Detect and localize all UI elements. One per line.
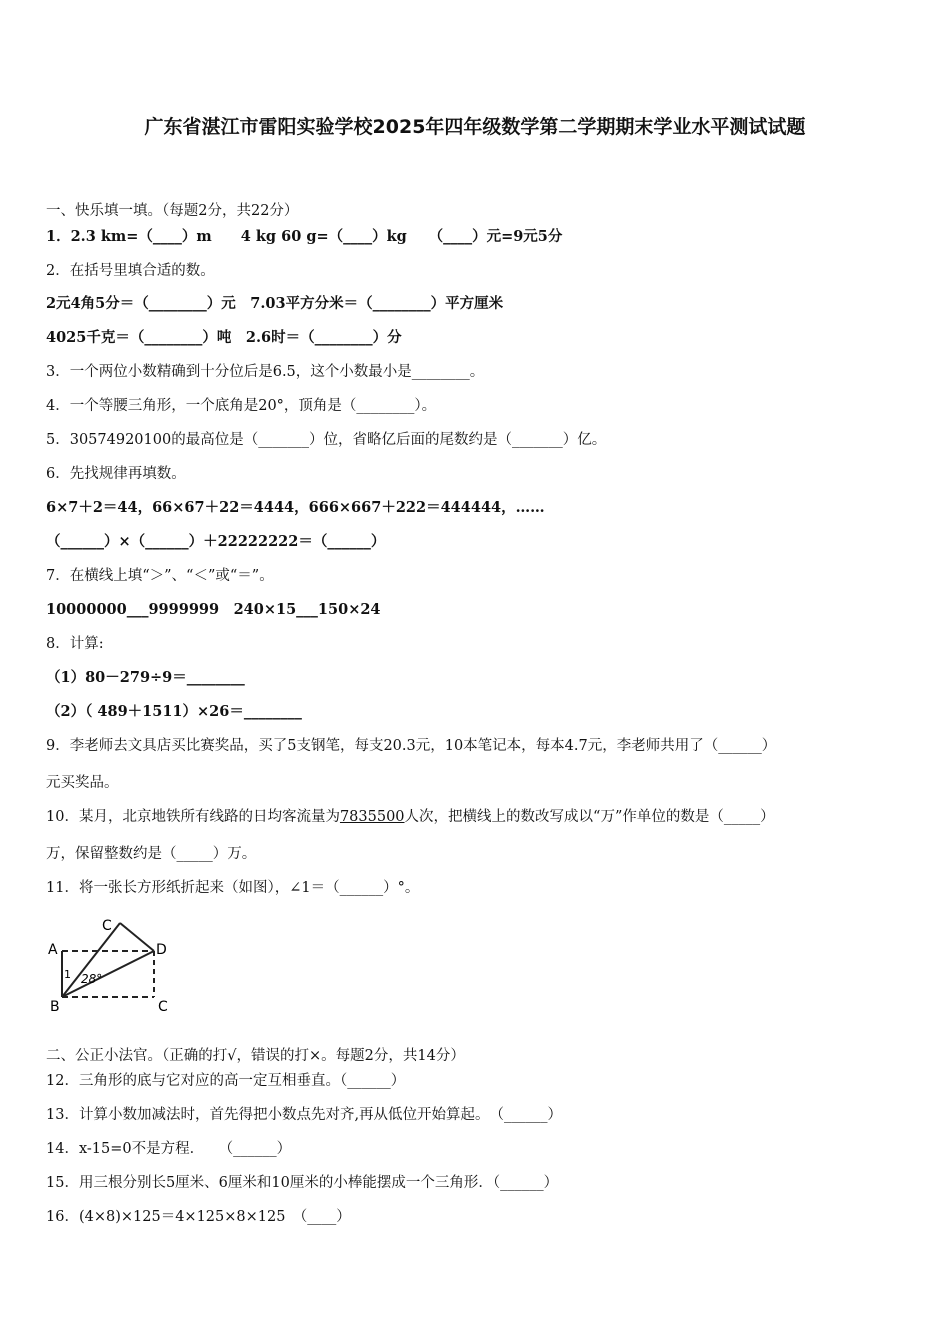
question-2-row-1: 2元4角5分＝（________）元 7.03平方分米＝（________）平方厘米 [46,295,504,312]
question-7-row-1: 10000000___9999999 240×15___150×24 [46,601,381,618]
figure-label-angle-1: 1 [64,968,71,981]
section1-heading: 一、快乐填一填。（每题2分，共22分） [46,203,299,219]
question-5: 5．30574920100的最高位是（_______）位，省略亿后面的尾数约是（_______）亿。 [46,432,607,448]
figure-label-c-top: C [102,918,112,934]
figure-label-a: A [48,942,58,958]
question-9: 9．李老师去文具店买比赛奖品，买了5支钢笔，每支20.3元，10本笔记本，每本4.7元，李老师共用了（______） [46,738,777,754]
question-10-underlined-number: 7835500 [339,809,405,825]
question-8: 8．计算: [46,636,104,652]
question-6-row-2: （______）×（______）＋22222222＝（______） [46,533,386,550]
question-12: 12．三角形的底与它对应的高一定互相垂直。（______） [46,1073,406,1089]
figure-label-b: B [50,999,60,1014]
question-3: 3．一个两位小数精确到十分位后是6.5，这个小数最小是________。 [46,364,485,380]
question-6: 6．先找规律再填数。 [46,466,186,482]
section2-heading: 二、公正小法官。（正确的打√，错误的打×。每题2分，共14分） [46,1048,465,1064]
question-10-continued: 万，保留整数约是（_____）万。 [46,846,257,862]
question-7: 7．在横线上填“＞”、“＜”或“＝”。 [46,568,274,584]
question-16: 16．(4×8)×125＝4×125×8×125 （____） [46,1209,351,1225]
question-8-row-1: （1）80－279÷9＝________ [46,669,245,686]
question-1: 1．2.3 km=（____）m 4 kg 60 g=（____）kg （____）元=9元5分 [46,228,563,245]
question-2-row-2: 4025千克＝（________）吨 2.6时＝（________）分 [46,329,402,346]
question-9-continued: 元买奖品。 [46,775,119,791]
figure-label-angle-28: 28° [81,972,103,986]
figure-label-c-bottom: C [158,999,168,1014]
question-4: 4．一个等腰三角形，一个底角是20°，顶角是（________）。 [46,398,437,414]
question-10-post: 人次，把横线上的数改写成以“万”作单位的数是（_____） [404,809,775,825]
question-13: 13．计算小数加减法时，首先得把小数点先对齐,再从低位开始算起。 （______） [46,1107,563,1123]
figure-fold-bd [62,951,154,997]
figure-label-d: D [156,942,167,958]
question-11: 11．将一张长方形纸折起来（如图），∠1＝（______）°。 [46,880,420,896]
page-title: 广东省湛江市雷阳实验学校2025年四年级数学第二学期期末学业水平测试试题 [144,116,806,138]
question-8-row-2: （2）（ 489＋1511）×26＝________ [46,703,302,720]
question-10 [46,807,775,827]
question-15: 15．用三根分别长5厘米、6厘米和10厘米的小棒能摆成一个三角形．（______） [46,1175,559,1191]
question-14: 14．x-15=0不是方程． （______） [46,1141,292,1157]
folded-rectangle-figure [44,912,184,1014]
question-10-pre: 10．某月，北京地铁所有线路的日均客流量为 [46,809,340,825]
figure-edge-cd-folded [120,923,154,951]
question-2: 2．在括号里填合适的数。 [46,263,215,279]
question-6-row-1: 6×7＋2＝44，66×67＋22＝4444，666×667＋222＝444444，…… [46,499,545,516]
